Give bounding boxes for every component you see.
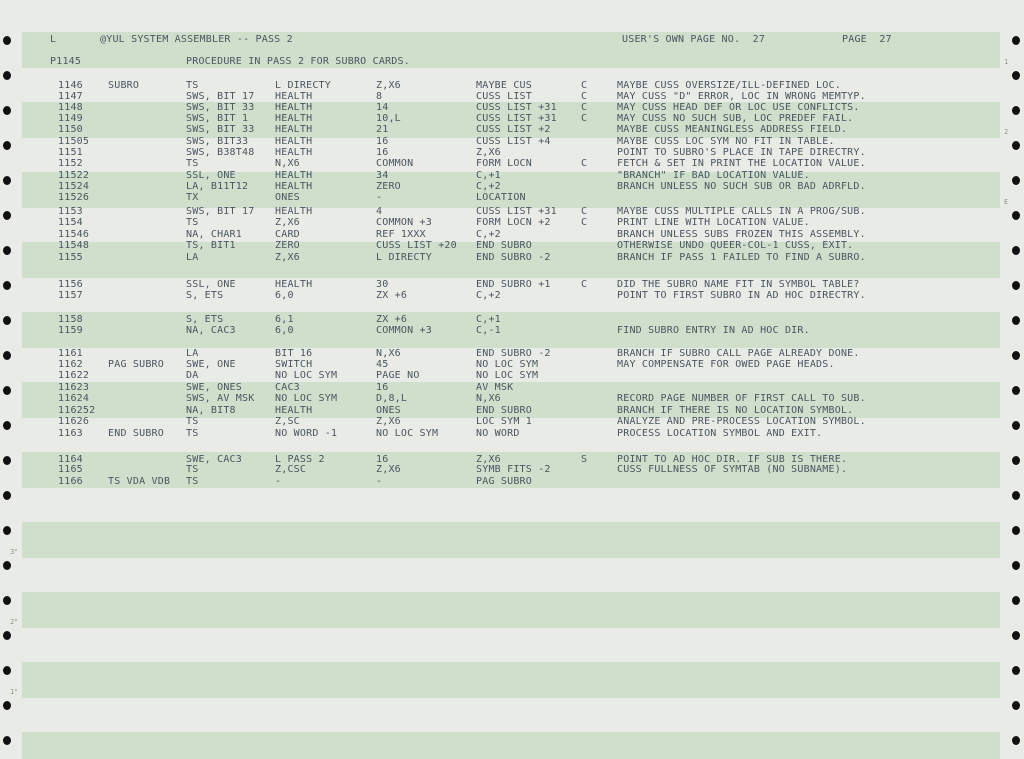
feed-hole [1012, 456, 1020, 465]
address-field: HEALTH [275, 181, 313, 192]
feed-hole [3, 701, 11, 710]
remark: FETCH & SET IN PRINT THE LOCATION VALUE. [617, 158, 866, 169]
opcode: LA [186, 252, 199, 263]
opcode: TS [186, 158, 199, 169]
opcode: NA, BIT8 [186, 405, 236, 416]
remark: OTHERWISE UNDO QUEER-COL-1 CUSS, EXIT. [617, 240, 854, 251]
cuss-flag: C [581, 91, 588, 102]
feed-hole [1012, 736, 1020, 745]
address-field: HEALTH [275, 170, 313, 181]
line-number: 1146 [58, 80, 83, 91]
feed-hole [1012, 176, 1020, 185]
feed-hole [3, 106, 11, 115]
remark: FIND SUBRO ENTRY IN AD HOC DIR. [617, 325, 810, 336]
location-label: SUBRO [108, 80, 140, 91]
feed-hole [3, 211, 11, 220]
address-field-3: C,+2 [476, 229, 501, 240]
feed-hole [1012, 491, 1020, 500]
address-field-3: C,-1 [476, 325, 501, 336]
line-number: 1152 [58, 158, 83, 169]
address-field: HEALTH [275, 136, 313, 147]
green-bar [22, 522, 1000, 558]
address-field: HEALTH [275, 279, 313, 290]
address-field-2: COMMON [376, 158, 414, 169]
line-number: 11522 [58, 170, 90, 181]
remark: PRINT LINE WITH LOCATION VALUE. [617, 217, 810, 228]
feed-hole [3, 36, 11, 45]
header-flag: L [50, 34, 57, 45]
line-number: 1156 [58, 279, 83, 290]
address-field: L PASS 2 [275, 454, 325, 465]
address-field: - [275, 476, 282, 487]
feed-hole [3, 176, 11, 185]
line-number: 1153 [58, 206, 83, 217]
address-field-3: FORM LOCN +2 [476, 217, 551, 228]
feed-hole [1012, 316, 1020, 325]
feed-hole [3, 736, 11, 745]
line-number: 11546 [58, 229, 90, 240]
feed-hole [1012, 596, 1020, 605]
address-field-3: CUSS LIST +31 [476, 113, 557, 124]
address-field-2: REF 1XXX [376, 229, 426, 240]
opcode: SWS, BIT 33 [186, 102, 255, 113]
address-field: HEALTH [275, 91, 313, 102]
opcode: SWS, BIT 17 [186, 91, 255, 102]
address-field-3: CUSS LIST +31 [476, 206, 557, 217]
feed-hole [1012, 561, 1020, 570]
opcode: TS [186, 476, 199, 487]
address-field-2: N,X6 [376, 348, 401, 359]
address-field-3: PAG SUBRO [476, 476, 532, 487]
address-field: HEALTH [275, 124, 313, 135]
address-field-3: CUSS LIST +4 [476, 136, 551, 147]
address-field-3: LOCATION [476, 192, 526, 203]
feed-hole [3, 316, 11, 325]
address-field: L DIRECTY [275, 80, 331, 91]
address-field-3: AV MSK [476, 382, 514, 393]
feed-hole [1012, 351, 1020, 360]
address-field-2: 16 [376, 382, 389, 393]
feed-hole [1012, 631, 1020, 640]
remark: POINT TO AD HOC DIR. IF SUB IS THERE. [617, 454, 848, 465]
edge-mark: 1 [1004, 58, 1009, 66]
cuss-flag: C [581, 80, 588, 91]
feed-hole [1012, 421, 1020, 430]
feed-hole [3, 281, 11, 290]
remark: BRANCH IF SUBRO CALL PAGE ALREADY DONE. [617, 348, 860, 359]
remark: CUSS FULLNESS OF SYMTAB (NO SUBNAME). [617, 464, 848, 475]
cuss-flag: C [581, 158, 588, 169]
address-field: NO LOC SYM [275, 393, 338, 404]
line-number: 11505 [58, 136, 90, 147]
remark: BRANCH IF PASS 1 FAILED TO FIND A SUBRO. [617, 252, 866, 263]
address-field-2: COMMON +3 [376, 217, 432, 228]
address-field-3: END SUBRO -2 [476, 348, 551, 359]
line-number: 1155 [58, 252, 83, 263]
address-field-3: SYMB FITS -2 [476, 464, 551, 475]
opcode: SWS, AV MSK [186, 393, 255, 404]
address-field-2: CUSS LIST +20 [376, 240, 457, 251]
line-number: 1162 [58, 359, 83, 370]
address-field-3: N,X6 [476, 393, 501, 404]
opcode: TX [186, 192, 199, 203]
cuss-flag: C [581, 102, 588, 113]
feed-hole [1012, 526, 1020, 535]
opcode: TS [186, 416, 199, 427]
remark: ANALYZE AND PRE-PROCESS LOCATION SYMBOL. [617, 416, 866, 427]
remark: RECORD PAGE NUMBER OF FIRST CALL TO SUB. [617, 393, 866, 404]
opcode: SWS, BIT 17 [186, 206, 255, 217]
green-bar [22, 592, 1000, 628]
opcode: SWE, ONES [186, 382, 242, 393]
opcode: NA, CAC3 [186, 325, 236, 336]
feed-hole [1012, 701, 1020, 710]
line-number: 1157 [58, 290, 83, 301]
remark: MAYBE CUSS MULTIPLE CALLS IN A PROG/SUB. [617, 206, 866, 217]
remark: MAY COMPENSATE FOR OWED PAGE HEADS. [617, 359, 835, 370]
remark: BRANCH IF THERE IS NO LOCATION SYMBOL. [617, 405, 854, 416]
address-field-3: C,+1 [476, 170, 501, 181]
feed-hole [3, 666, 11, 675]
address-field-2: Z,X6 [376, 464, 401, 475]
address-field-3: END SUBRO [476, 240, 532, 251]
feed-hole [3, 351, 11, 360]
address-field-2: ONES [376, 405, 401, 416]
header-own-page: USER'S OWN PAGE NO. 27 [622, 34, 766, 45]
header-page: PAGE 27 [842, 34, 892, 45]
subheader-id: P1145 [50, 56, 82, 67]
cuss-flag: C [581, 113, 588, 124]
green-bar [22, 662, 1000, 698]
feed-hole [3, 71, 11, 80]
address-field-3: Z,X6 [476, 147, 501, 158]
address-field: Z,CSC [275, 464, 307, 475]
address-field-3: END SUBRO -2 [476, 252, 551, 263]
address-field-3: CUSS LIST +2 [476, 124, 551, 135]
opcode: DA [186, 370, 199, 381]
remark: MAY CUSS "D" ERROR, LOC IN WRONG MEMTYP. [617, 91, 866, 102]
line-number: 1149 [58, 113, 83, 124]
address-field-2: 10,L [376, 113, 401, 124]
address-field-2: 16 [376, 147, 389, 158]
subheader-text: PROCEDURE IN PASS 2 FOR SUBRO CARDS. [186, 56, 410, 67]
opcode: SSL, ONE [186, 170, 236, 181]
address-field: SWITCH [275, 359, 313, 370]
line-number: 11623 [58, 382, 90, 393]
feed-hole [3, 631, 11, 640]
address-field: ZERO [275, 240, 300, 251]
remark: MAY CUSS HEAD DEF OR LOC USE CONFLICTS. [617, 102, 860, 113]
address-field-3: END SUBRO +1 [476, 279, 551, 290]
address-field-3: LOC SYM 1 [476, 416, 532, 427]
remark: POINT TO SUBRO'S PLACE IN TAPE DIRECTRY. [617, 147, 866, 158]
address-field-2: ZERO [376, 181, 401, 192]
feed-hole [1012, 246, 1020, 255]
address-field: Z,X6 [275, 252, 300, 263]
remark: BRANCH UNLESS SUBS FROZEN THIS ASSEMBLY. [617, 229, 866, 240]
opcode: NA, CHAR1 [186, 229, 242, 240]
header-title: @YUL SYSTEM ASSEMBLER -- PASS 2 [100, 34, 293, 45]
address-field-2: 4 [376, 206, 383, 217]
address-field-2: 21 [376, 124, 389, 135]
line-number: 11626 [58, 416, 90, 427]
inch-mark: 2" [10, 618, 18, 626]
address-field-2: ZX +6 [376, 290, 408, 301]
address-field-2: COMMON +3 [376, 325, 432, 336]
line-number: 11526 [58, 192, 90, 203]
line-number: 1154 [58, 217, 83, 228]
address-field-3: C,+2 [476, 181, 501, 192]
feed-hole [1012, 71, 1020, 80]
location-label: PAG SUBRO [108, 359, 164, 370]
edge-mark: 2 [1004, 128, 1009, 136]
cuss-flag: C [581, 206, 588, 217]
address-field-2: PAGE NO [376, 370, 420, 381]
feed-hole [3, 141, 11, 150]
line-number: 1150 [58, 124, 83, 135]
address-field-2: ZX +6 [376, 314, 408, 325]
line-number: 11624 [58, 393, 90, 404]
line-number: 1165 [58, 464, 83, 475]
feed-hole [1012, 36, 1020, 45]
line-number: 1166 [58, 476, 83, 487]
address-field-3: NO LOC SYM [476, 359, 539, 370]
opcode: TS [186, 80, 199, 91]
line-number: 1151 [58, 147, 83, 158]
address-field-2: 16 [376, 136, 389, 147]
feed-hole [1012, 106, 1020, 115]
address-field: ONES [275, 192, 300, 203]
address-field-3: NO WORD [476, 428, 520, 439]
address-field-2: D,8,L [376, 393, 408, 404]
address-field: NO WORD -1 [275, 428, 338, 439]
cuss-flag: S [581, 454, 588, 465]
edge-mark: E [1004, 198, 1009, 206]
address-field-2: - [376, 192, 383, 203]
opcode: SWS, BIT 33 [186, 124, 255, 135]
address-field-2: 45 [376, 359, 389, 370]
remark: MAY CUSS NO SUCH SUB, LOC PREDEF FAIL. [617, 113, 854, 124]
opcode: SWE, CAC3 [186, 454, 242, 465]
feed-hole [1012, 386, 1020, 395]
remark: PROCESS LOCATION SYMBOL AND EXIT. [617, 428, 823, 439]
opcode: SWE, ONE [186, 359, 236, 370]
opcode: TS [186, 428, 199, 439]
address-field: CARD [275, 229, 300, 240]
address-field: 6,0 [275, 290, 294, 301]
line-number: 116252 [58, 405, 96, 416]
line-number: 1158 [58, 314, 83, 325]
feed-hole [3, 526, 11, 535]
feed-hole [3, 246, 11, 255]
feed-hole [3, 561, 11, 570]
opcode: SWS, BIT33 [186, 136, 249, 147]
address-field-2: NO LOC SYM [376, 428, 439, 439]
address-field-2: 34 [376, 170, 389, 181]
address-field: N,X6 [275, 158, 300, 169]
line-number: 11548 [58, 240, 90, 251]
address-field-3: NO LOC SYM [476, 370, 539, 381]
address-field: BIT 16 [275, 348, 313, 359]
address-field: HEALTH [275, 405, 313, 416]
remark: MAYBE CUSS MEANINGLESS ADDRESS FIELD. [617, 124, 848, 135]
remark: POINT TO FIRST SUBRO IN AD HOC DIRECTRY. [617, 290, 866, 301]
address-field-3: Z,X6 [476, 454, 501, 465]
opcode: SWS, B38T48 [186, 147, 255, 158]
address-field-2: L DIRECTY [376, 252, 432, 263]
feed-hole [3, 596, 11, 605]
address-field-2: Z,X6 [376, 80, 401, 91]
address-field: Z,X6 [275, 217, 300, 228]
opcode: SSL, ONE [186, 279, 236, 290]
address-field: CAC3 [275, 382, 300, 393]
cuss-flag: C [581, 279, 588, 290]
remark: MAYBE CUSS LOC SYM NO FIT IN TABLE. [617, 136, 835, 147]
inch-mark: 1" [10, 688, 18, 696]
opcode: SWS, BIT 1 [186, 113, 249, 124]
opcode: LA [186, 348, 199, 359]
address-field-3: C,+1 [476, 314, 501, 325]
address-field: HEALTH [275, 147, 313, 158]
opcode: TS, BIT1 [186, 240, 236, 251]
feed-hole [3, 386, 11, 395]
address-field-3: C,+2 [476, 290, 501, 301]
line-number: 1161 [58, 348, 83, 359]
address-field: HEALTH [275, 206, 313, 217]
address-field-2: 14 [376, 102, 389, 113]
opcode: S, ETS [186, 290, 224, 301]
line-number: 1163 [58, 428, 83, 439]
green-bar [22, 732, 1000, 759]
inch-mark: 3" [10, 548, 18, 556]
line-number: 1159 [58, 325, 83, 336]
feed-hole [3, 421, 11, 430]
opcode: S, ETS [186, 314, 224, 325]
address-field-2: - [376, 476, 383, 487]
address-field-3: MAYBE CUS [476, 80, 532, 91]
line-number: 1148 [58, 102, 83, 113]
feed-hole [1012, 666, 1020, 675]
feed-hole [3, 456, 11, 465]
opcode: TS [186, 464, 199, 475]
address-field: Z,SC [275, 416, 300, 427]
address-field: 6,1 [275, 314, 294, 325]
location-label: TS VDA VDB [108, 476, 171, 487]
address-field-3: CUSS LIST [476, 91, 532, 102]
line-number: 1147 [58, 91, 83, 102]
remark: BRANCH UNLESS NO SUCH SUB OR BAD ADRFLD. [617, 181, 866, 192]
opcode: LA, B11T12 [186, 181, 249, 192]
feed-hole [3, 491, 11, 500]
remark: "BRANCH" IF BAD LOCATION VALUE. [617, 170, 810, 181]
address-field: HEALTH [275, 102, 313, 113]
opcode: TS [186, 217, 199, 228]
address-field-3: END SUBRO [476, 405, 532, 416]
green-bar [22, 312, 1000, 348]
cuss-flag: C [581, 217, 588, 228]
feed-hole [1012, 141, 1020, 150]
address-field: NO LOC SYM [275, 370, 338, 381]
address-field-3: FORM LOCN [476, 158, 532, 169]
remark: DID THE SUBRO NAME FIT IN SYMBOL TABLE? [617, 279, 860, 290]
line-number: 11524 [58, 181, 90, 192]
address-field-2: Z,X6 [376, 416, 401, 427]
address-field-2: 16 [376, 454, 389, 465]
address-field-3: CUSS LIST +31 [476, 102, 557, 113]
remark: MAYBE CUSS OVERSIZE/ILL-DEFINED LOC. [617, 80, 841, 91]
address-field: HEALTH [275, 113, 313, 124]
feed-hole [1012, 281, 1020, 290]
address-field: 6,0 [275, 325, 294, 336]
location-label: END SUBRO [108, 428, 164, 439]
feed-hole [1012, 211, 1020, 220]
line-number: 1164 [58, 454, 83, 465]
address-field-2: 8 [376, 91, 383, 102]
address-field-2: 30 [376, 279, 389, 290]
line-number: 11622 [58, 370, 90, 381]
